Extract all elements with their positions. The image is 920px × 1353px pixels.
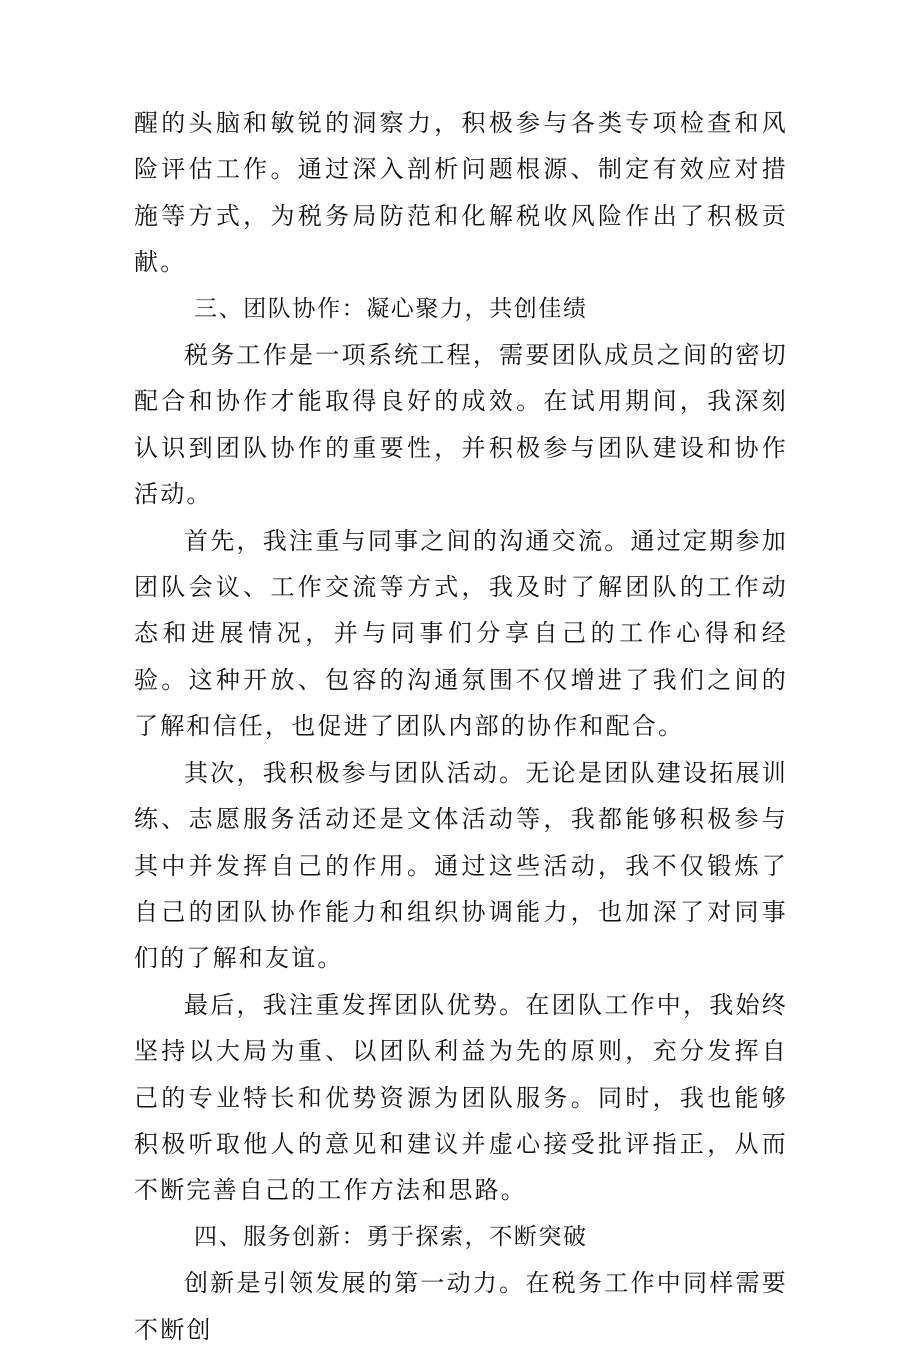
paragraph-teamwork-intro: 税务工作是一项系统工程，需要团队成员之间的密切配合和协作才能取得良好的成效。在试用期间，我深刻认识到团队协作的重要性，并积极参与团队建设和协作活动。 xyxy=(134,341,788,509)
paragraph-team-activities: 其次，我积极参与团队活动。无论是团队建设拓展训练、志愿服务活动还是文体活动等，我都能够积极参与其中并发挥自己的作用。通过这些活动，我不仅锻炼了自己的团队协作能力和组织协调能力，也加深了对同事们的了解和友谊。 xyxy=(134,758,788,973)
section-heading-teamwork: 三、团队协作：凝心聚力，共创佳绩 xyxy=(194,295,588,322)
paragraph-team-advantage: 最后，我注重发挥团队优势。在团队工作中，我始终坚持以大局为重、以团队利益为先的原则，充分发挥自己的专业特长和优势资源为团队服务。同时，我也能够积极听取他人的意见和建议并虚心接受批评指正，从而不断完善自己的工作方法和思路。 xyxy=(134,990,788,1205)
section-heading-innovation: 四、服务创新：勇于探索，不断突破 xyxy=(194,1223,588,1250)
paragraph-innovation: 创新是引领发展的第一动力。在税务工作中同样需要不断创 xyxy=(134,1269,788,1344)
paragraph-communication: 首先，我注重与同事之间的沟通交流。通过定期参加团队会议、工作交流等方式，我及时了解团队的工作动态和进展情况，并与同事们分享自己的工作心得和经验。这种开放、包容的沟通氛围不仅增进了我们之间的了解和信任，也促进了团队内部的协作和配合。 xyxy=(134,526,788,741)
paragraph-continued: 醒的头脑和敏锐的洞察力，积极参与各类专项检查和风险评估工作。通过深入剖析问题根源、制定有效应对措施等方式，为税务局防范和化解税收风险作出了积极贡献。 xyxy=(134,109,788,277)
